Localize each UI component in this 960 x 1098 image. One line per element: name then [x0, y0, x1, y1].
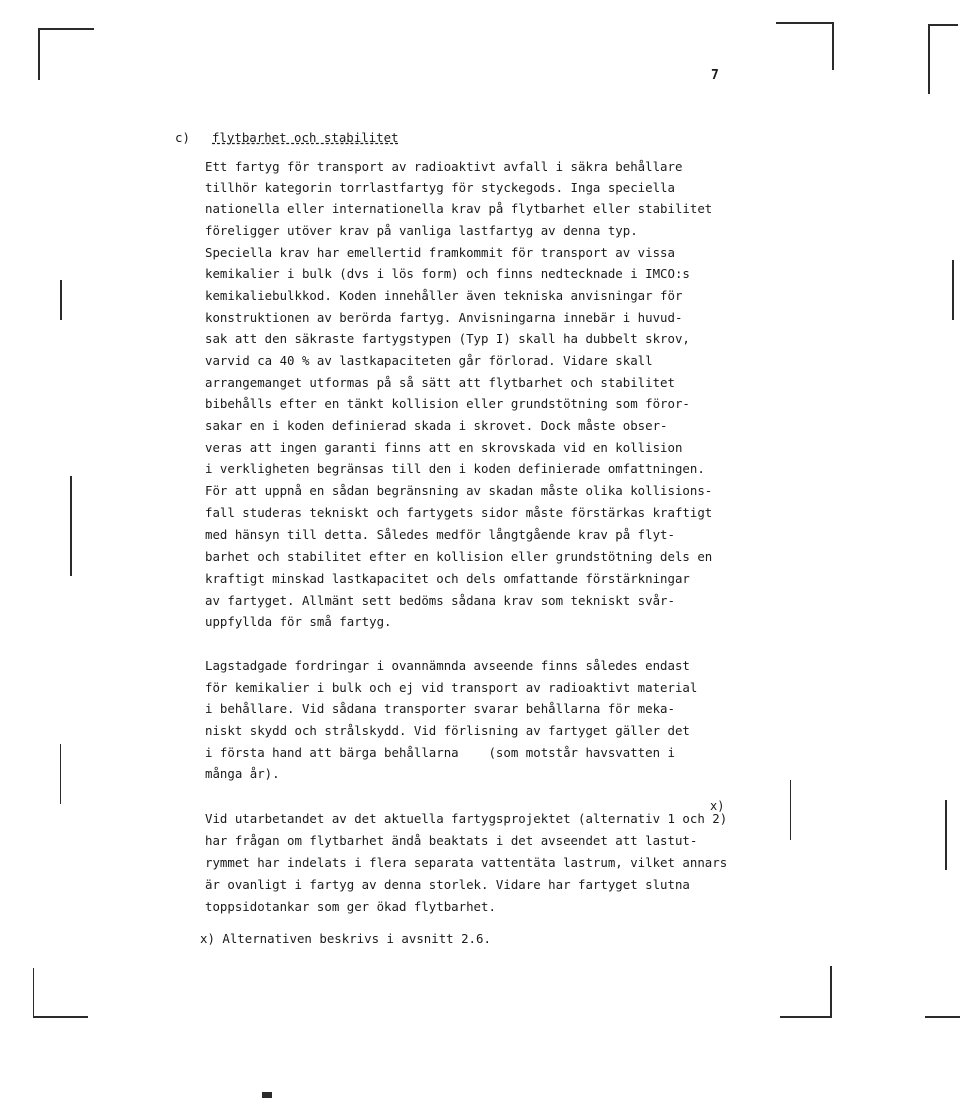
text-line: niskt skydd och strålskydd. Vid förlisning av fartyget gäller det	[205, 723, 690, 738]
text-line: Vid utarbetandet av det aktuella fartygsprojektet (alternativ 1 och 2)	[205, 811, 728, 826]
text-line: i verkligheten begränsas till den i koden definierade omfattningen.	[205, 461, 705, 476]
text-line: uppfyllda för små fartyg.	[205, 614, 392, 629]
text-line: för kemikalier i bulk och ej vid transport av radioaktivt material	[205, 680, 698, 695]
scan-frame-left-lower	[33, 968, 34, 1018]
text-line: kraftigt minskad lastkapacitet och dels omfattande förstärkningar	[205, 571, 690, 586]
text-line: i behållare. Vid sådana transporter svarar behållarna för meka-	[205, 701, 675, 716]
text-line: fall studeras tekniskt och fartygets sidor måste förstärkas kraftigt	[205, 505, 713, 520]
text-line: är ovanligt i fartyg av denna storlek. Vidare har fartyget slutna	[205, 877, 690, 892]
scan-frame-far-right	[928, 24, 930, 94]
margin-bar-right-2	[790, 780, 791, 840]
text-line: i första hand att bärga behållarna (som motstår havsvatten i	[205, 745, 675, 760]
margin-bar-right-1	[952, 260, 954, 320]
text-line: veras att ingen garanti finns att en skrovskada vid en kollision	[205, 440, 683, 455]
text-line: kemikalier i bulk (dvs i lös form) och finns nedtecknade i IMCO:s	[205, 266, 690, 281]
text-line: konstruktionen av berörda fartyg. Anvisningarna innebär i huvud-	[205, 310, 683, 325]
text-line: har frågan om flytbarhet ändå beaktats i det avseendet att lastut-	[205, 833, 698, 848]
margin-bar-2	[70, 476, 72, 576]
text-line: barhet och stabilitet efter en kollision eller grundstötning dels en	[205, 549, 713, 564]
footnote: x) Alternativen beskrivs i avsnitt 2.6.	[200, 931, 491, 946]
page-number: 7	[711, 68, 719, 83]
text-line: tillhör kategorin torrlastfartyg för styckegods. Inga speciella	[205, 180, 675, 195]
text-line: nationella eller internationella krav på flytbarhet eller stabilitet	[205, 201, 713, 216]
text-line: föreligger utöver krav på vanliga lastfartyg av denna typ.	[205, 223, 638, 238]
text-line: varvid ca 40 % av lastkapaciteten går förlorad. Vidare skall	[205, 353, 653, 368]
text-line: sak att den säkraste fartygstypen (Typ I) skall ha dubbelt skrov,	[205, 331, 690, 346]
text-line: Ett fartyg för transport av radioaktivt avfall i säkra behållare	[205, 159, 683, 174]
text-line: kemikaliebulkkod. Koden innehåller även tekniska anvisningar för	[205, 288, 683, 303]
text-line: Lagstadgade fordringar i ovannämnda avseende finns således endast	[205, 658, 690, 673]
scan-frame-top-left	[38, 28, 94, 30]
margin-bar-right-3	[945, 800, 947, 870]
scan-speck-bottom	[262, 1092, 272, 1098]
text-line: Speciella krav har emellertid framkommit för transport av vissa	[205, 245, 675, 260]
scan-frame-right-upper	[832, 22, 834, 70]
text-line: av fartyget. Allmänt sett bedöms sådana krav som tekniskt svår-	[205, 593, 675, 608]
scan-frame-left-upper	[38, 28, 40, 80]
scan-frame-top-right	[776, 22, 834, 24]
text-line: med hänsyn till detta. Således medför långtgående krav på flyt-	[205, 527, 675, 542]
scan-frame-right-lower	[830, 966, 832, 1018]
margin-bar-3	[60, 744, 61, 804]
section-label: c)	[175, 130, 190, 145]
text-line: sakar en i koden definierad skada i skrovet. Dock måste obser-	[205, 418, 668, 433]
section-heading: flytbarhet och stabilitet	[212, 130, 399, 145]
text-line: För att uppnå en sådan begränsning av skadan måste olika kollisions-	[205, 483, 713, 498]
text-line: toppsidotankar som ger ökad flytbarhet.	[205, 899, 496, 914]
margin-bar-1	[60, 280, 62, 320]
text-line: arrangemanget utformas på så sätt att flytbarhet och stabilitet	[205, 375, 675, 390]
text-line: rymmet har indelats i flera separata vattentäta lastrum, vilket annars	[205, 855, 728, 870]
text-line: många år).	[205, 766, 280, 781]
footnote-marker: x)	[710, 799, 725, 813]
scan-frame-bottom-right	[780, 1016, 832, 1018]
scan-frame-far-right-top	[928, 24, 958, 26]
text-line: bibehålls efter en tänkt kollision eller grundstötning som föror-	[205, 396, 690, 411]
scan-frame-far-right-lower	[925, 1016, 960, 1018]
scan-frame-bottom-left	[33, 1016, 88, 1018]
